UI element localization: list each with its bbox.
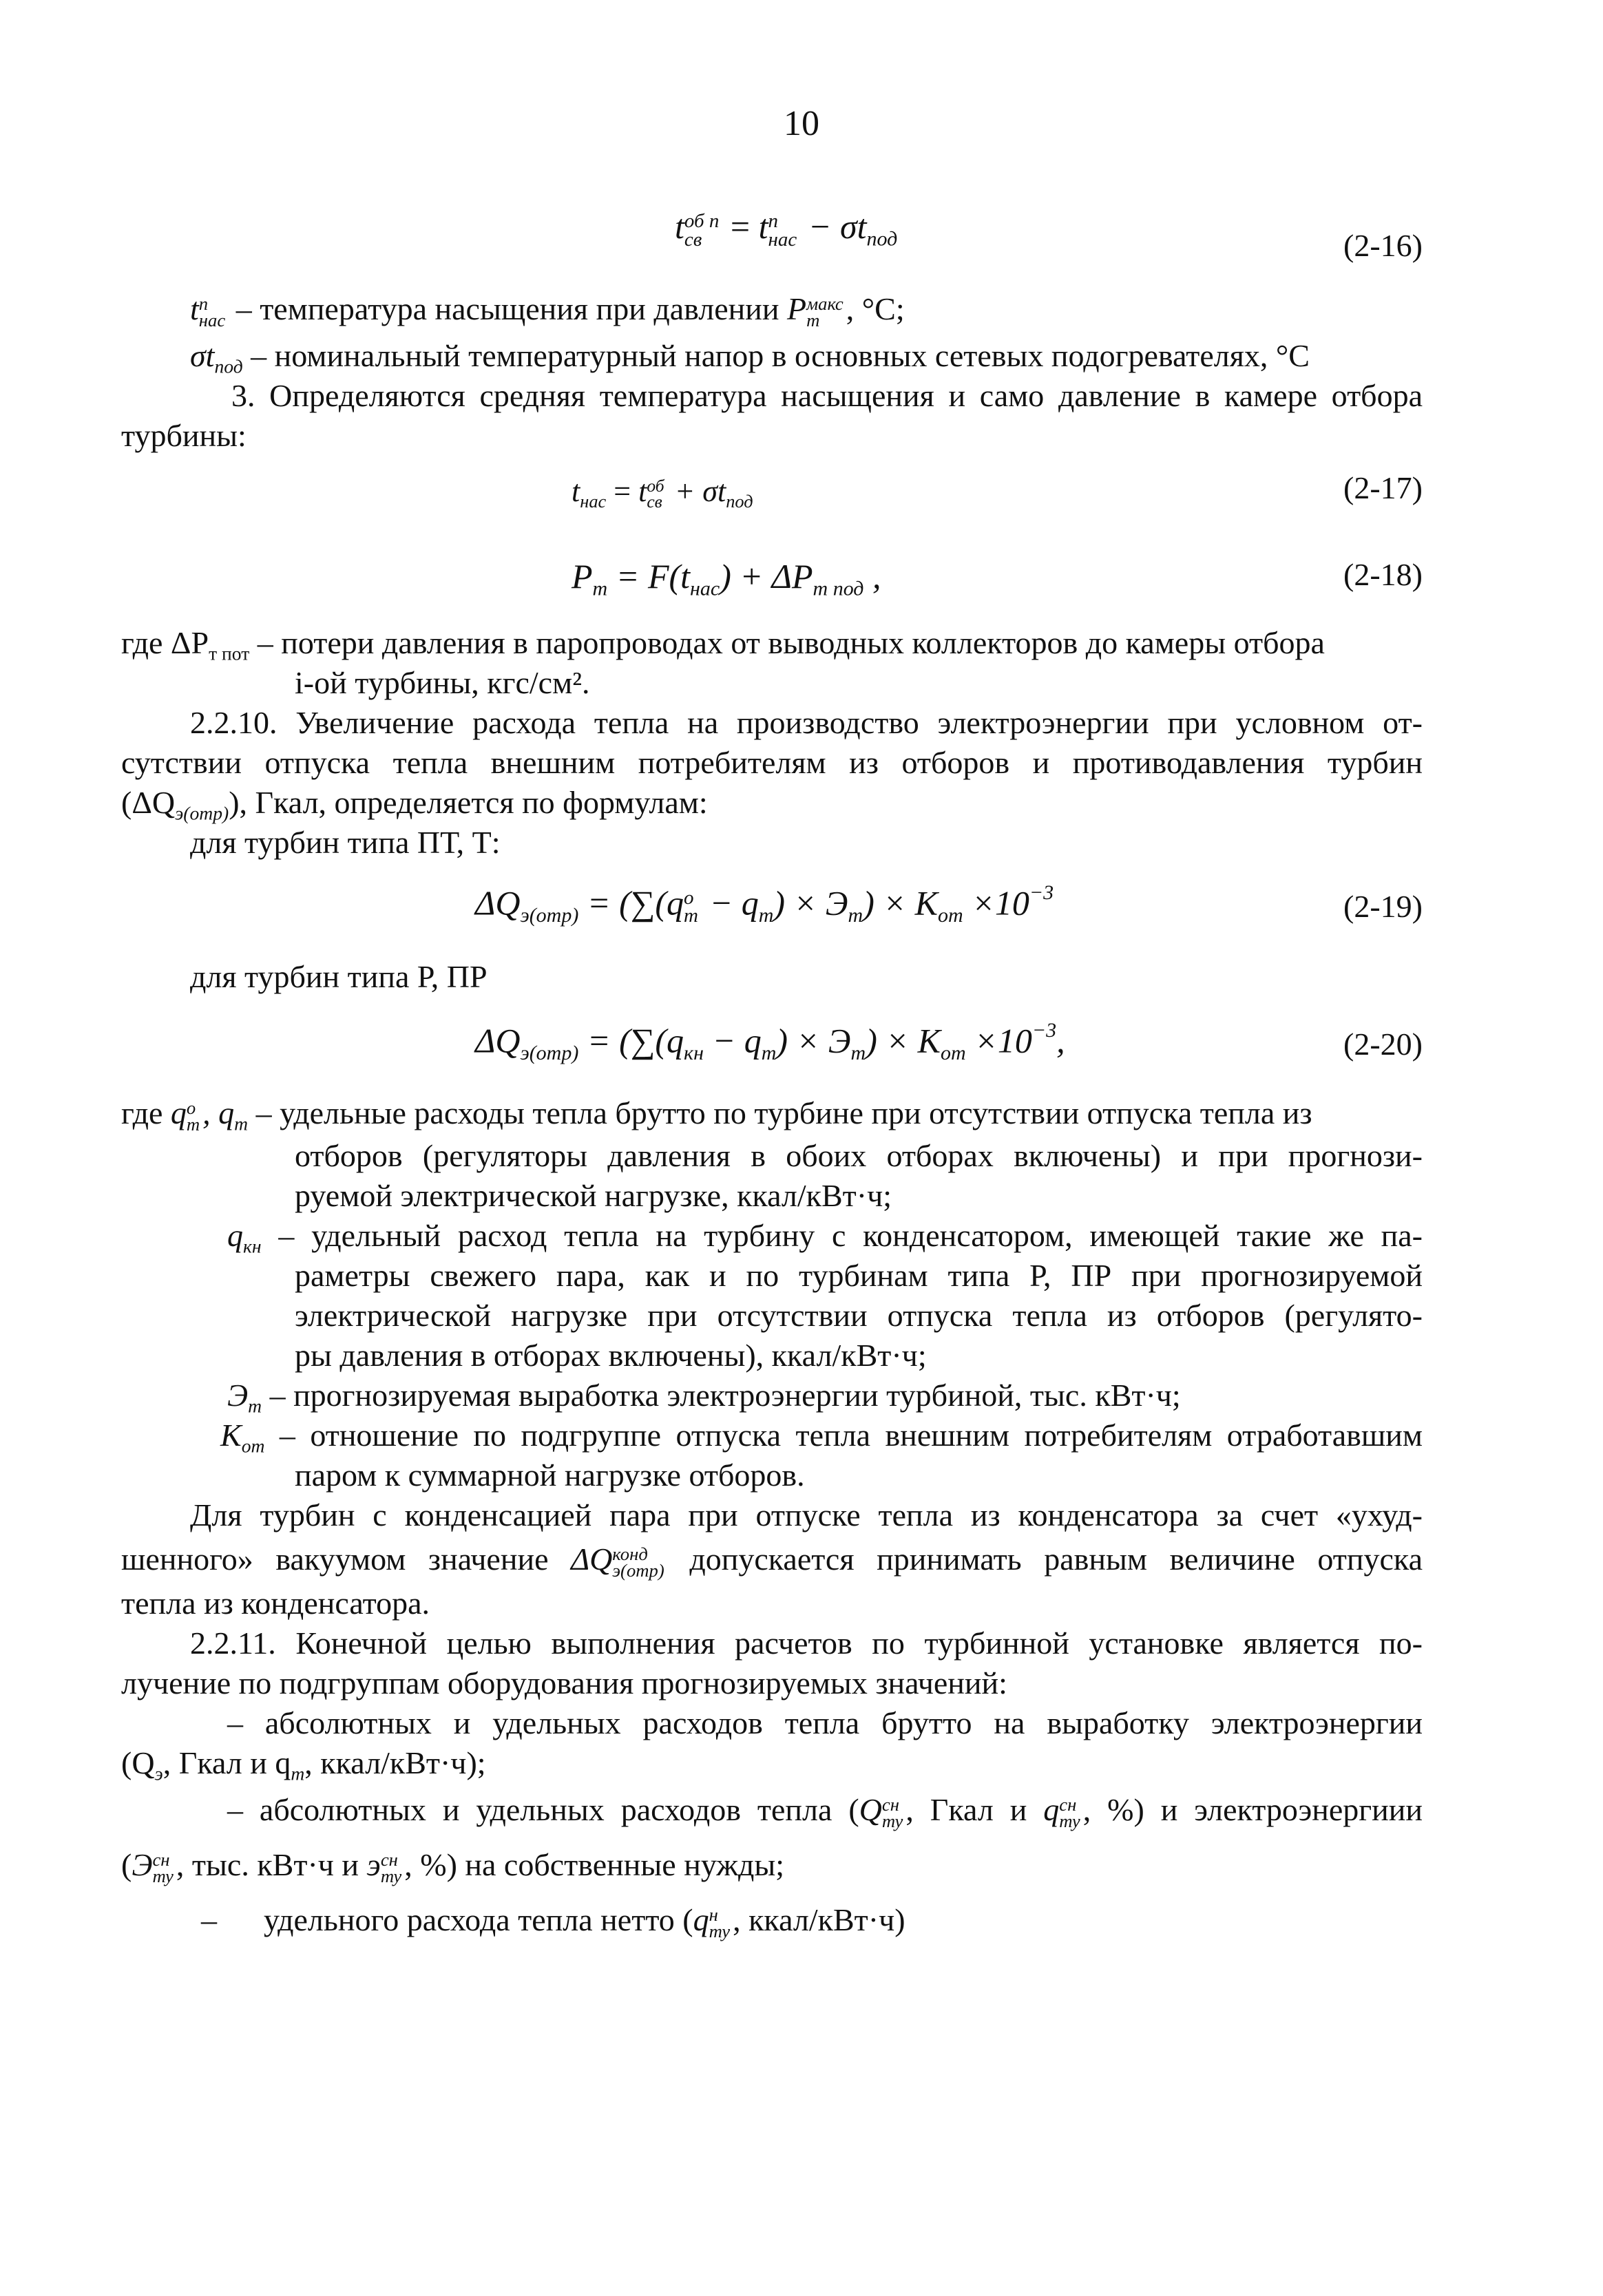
- definition-q-line-1: где q о т , $q_т$ – удельные расходы тепла брутто по турбине при отсутствии отпуска тепла из: [121, 1095, 1312, 1135]
- paragraph-2-2-10-line-2: сутствии отпуска тепла внешним потребителям из отборов и противодавления турбин: [121, 745, 1423, 780]
- definition-t-sat: t п нас – температура насыщения при давлении P макс т , °С;: [190, 291, 905, 331]
- bullet-2-line-1: – абсолютных и удельных расходов тепла (Q сн ту , Гкал и q сн ту , %) и электроэнергиии: [227, 1792, 1423, 1832]
- item-3-line-1: 3. Определяются средняя температура насыщения и само давление в камере отбора: [231, 378, 1423, 413]
- definition-qkn-line-3: электрической нагрузке при отсутствии отпуска тепла из отборов (регулято-: [295, 1298, 1423, 1333]
- paragraph-2-2-10-line-3: $(\Delta Q_{э(отр)})$, Гкал, определяется по формулам:: [121, 785, 708, 824]
- formula-2-18: $P_т = F(t_{нас}) + \Delta P_{т под}$ ,: [572, 557, 881, 600]
- formula-2-19: $\Delta Q_{э(отр)} = (\sum(q$ о т − $q_т) \times Э_т) \times K_{от} \times 10^{-3}$: [475, 881, 1054, 927]
- equation-number-2-19: (2-19): [1343, 889, 1423, 924]
- equation-number-2-18: (2-18): [1343, 557, 1423, 592]
- equation-number-2-16: (2-16): [1343, 228, 1423, 263]
- paragraph-2-2-11-line-2: лучение по подгруппам оборудования прогнозируемых значений:: [121, 1665, 1007, 1700]
- page-number: 10: [784, 104, 819, 143]
- bullet-3: – удельного расхода тепла нетто (q н ту , ккал/кВт·ч): [201, 1902, 905, 1942]
- where-delta-p-line-1: где $\Delta P_{т пот}$ – потери давления в паропроводах от выводных коллекторов до камеры отбора: [121, 625, 1325, 664]
- formula-2-20: $\Delta Q_{э(отр)} = (\sum(q_{кн} - q_т) \times Э_т) \times K_{от} \times 10^{-3}$,: [475, 1019, 1065, 1064]
- definition-qkn-line-1: $q_{кн}$ – удельный расход тепла на турбину с конденсатором, имеющей такие же па-: [227, 1218, 1423, 1257]
- bullet-1-line-2: ($Q_э$, Гкал и $q_т$, ккал/кВт·ч);: [121, 1745, 486, 1784]
- definition-k-line-1: $K_{от}$ – отношение по подгруппе отпуска тепла внешним потребителям отработавшим: [220, 1418, 1423, 1457]
- condensation-line-3: тепла из конденсатора.: [121, 1586, 430, 1621]
- paragraph-2-2-11-line-1: 2.2.11. Конечной целью выполнения расчетов по турбинной установке является по-: [190, 1625, 1423, 1661]
- formula-2-17: $t_{нас} = t$ об св + $\sigma t_{под}$: [572, 474, 753, 512]
- condensation-line-1: Для турбин с конденсацией пара при отпуске тепла из конденсатора за счет «ухуд-: [190, 1497, 1423, 1533]
- definition-k-line-2: паром к суммарной нагрузке отборов.: [295, 1457, 805, 1493]
- label-turbines-r-pr: для турбин типа Р, ПР: [190, 959, 488, 994]
- paragraph-2-2-10-line-4: для турбин типа ПТ, Т:: [190, 825, 501, 860]
- definition-e-line-1: $Э_т$ – прогнозируемая выработка электроэнергии турбиной, тыс. кВт·ч;: [227, 1378, 1181, 1417]
- condensation-line-2: шенного» вакуумом значение ΔQ конд э(отр) допускается принимать равным величине отпуска: [121, 1541, 1423, 1581]
- definition-q-line-2: отборов (регуляторы давления в обоих отборах включены) и при прогнози-: [295, 1138, 1423, 1173]
- definition-sigma-t: $\sigma t_{под}$ – номинальный температурный напор в основных сетевых подогревателях, °С: [190, 338, 1310, 377]
- formula-2-16: t об п св = t п нас − $\sigma t_{под}$: [675, 207, 898, 251]
- bullet-1-line-1: – абсолютных и удельных расходов тепла брутто на выработку электроэнергии: [227, 1705, 1423, 1740]
- definition-qkn-line-4: ры давления в отборах включены), ккал/кВт·ч;: [295, 1338, 927, 1373]
- definition-qkn-line-2: раметры свежего пара, как и по турбинам типа Р, ПР при прогнозируемой: [295, 1258, 1423, 1293]
- paragraph-2-2-10-line-1: 2.2.10. Увеличение расхода тепла на производство электроэнергии при условном от-: [190, 705, 1423, 740]
- where-delta-p-line-2: i-ой турбины, кгс/см².: [295, 665, 590, 700]
- item-3-line-2: турбины:: [121, 418, 247, 453]
- definition-q-line-3: руемой электрической нагрузке, ккал/кВт·ч;: [295, 1178, 892, 1213]
- equation-number-2-17: (2-17): [1343, 470, 1423, 505]
- equation-number-2-20: (2-20): [1343, 1026, 1423, 1062]
- bullet-2-line-2: (Э сн ту , тыс. кВт·ч и э сн ту , %) на собственные нужды;: [121, 1847, 785, 1887]
